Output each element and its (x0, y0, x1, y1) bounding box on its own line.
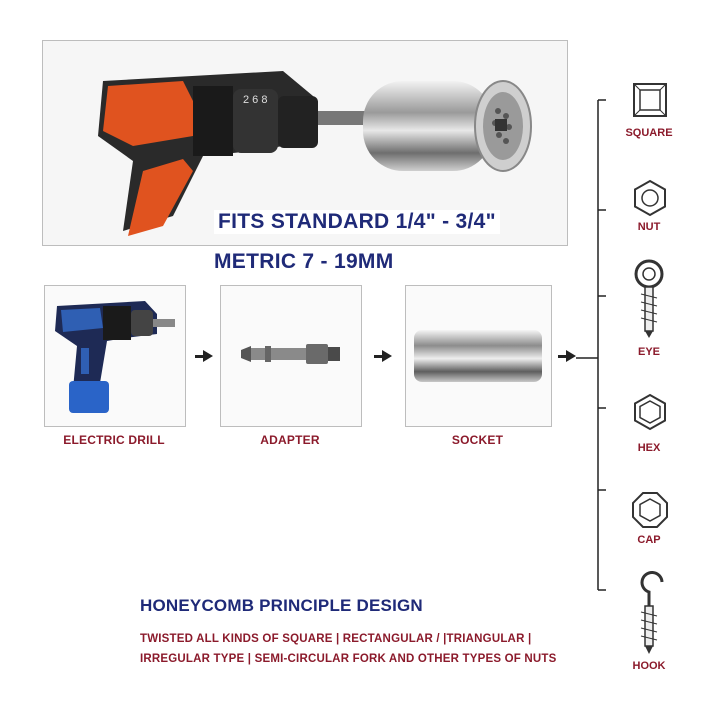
socket-icon (406, 286, 551, 426)
adapter-label: ADAPTER (260, 433, 320, 447)
hex-label: HEX (637, 442, 661, 454)
hook-label: HOOK (632, 660, 666, 672)
arrow-right-icon (566, 350, 576, 362)
electric-drill-icon (45, 286, 185, 426)
electric-drill-label: ELECTRIC DRILL (63, 433, 165, 447)
cap-label: CAP (637, 534, 661, 546)
cap-nut-icon (630, 490, 670, 530)
hook-screw-icon (626, 570, 672, 655)
socket-box (405, 285, 552, 427)
socket-label: SOCKET (451, 433, 504, 447)
fits-standard-text: FITS STANDARD 1/4" - 3/4" (214, 210, 500, 234)
hex-head-icon (630, 392, 670, 432)
adapter-icon (221, 286, 361, 426)
arrow-right-icon (203, 350, 213, 362)
eye-bolt-icon (626, 258, 672, 338)
arrow-right-icon (382, 350, 392, 362)
electric-drill-box (44, 285, 186, 427)
nut-label: NUT (637, 221, 661, 233)
square-nut-icon (630, 80, 670, 120)
eye-label: EYE (637, 346, 660, 358)
honeycomb-title: HONEYCOMB PRINCIPLE DESIGN (140, 596, 423, 615)
design-description-line-1: TWISTED ALL KINDS OF SQUARE | RECTANGULAR / |TRIANGULAR | (140, 633, 532, 645)
adapter-box (220, 285, 362, 427)
metric-range-text: METRIC 7 - 19MM (214, 250, 394, 273)
hex-nut-icon (630, 178, 670, 218)
nut-types-bracket (576, 90, 606, 610)
design-description-line-2: IRREGULAR TYPE | SEMI-CIRCULAR FORK AND OTHER TYPES OF NUTS (140, 653, 557, 665)
square-label: SQUARE (625, 127, 673, 139)
svg-text:2 6 8: 2 6 8 (243, 94, 268, 106)
